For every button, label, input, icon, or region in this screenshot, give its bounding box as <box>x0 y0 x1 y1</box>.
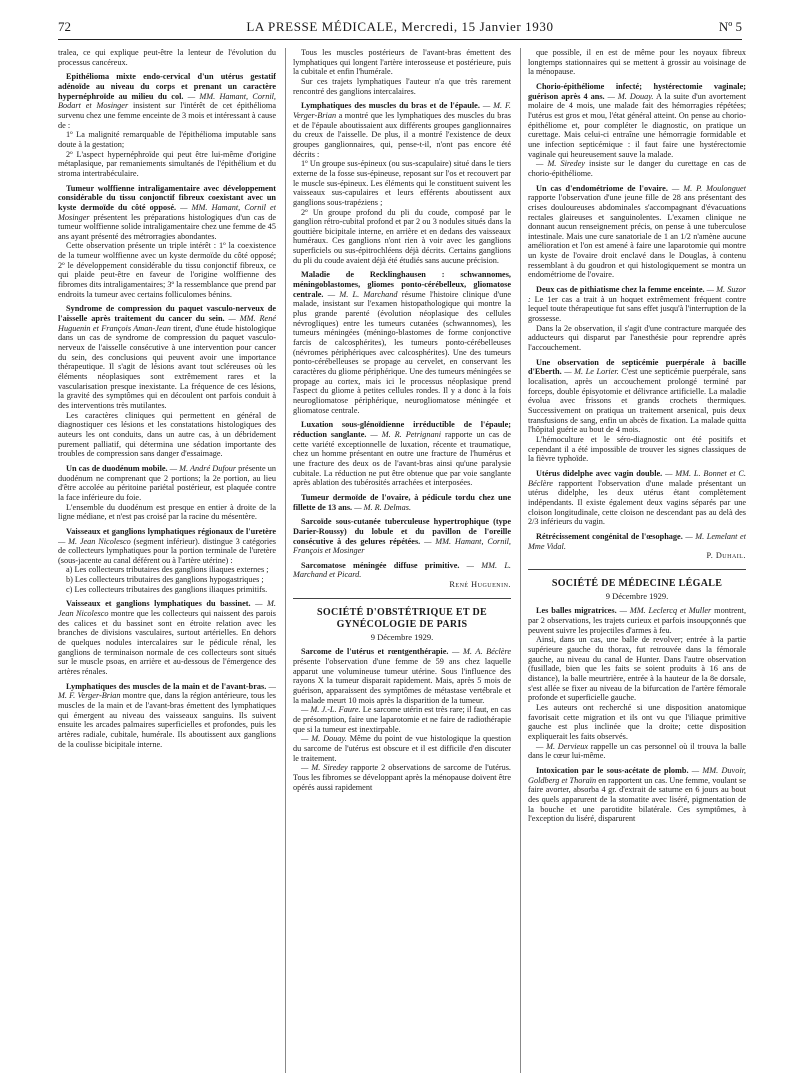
author-names: — MM. L. Marchand et Picard. <box>293 560 511 580</box>
paragraph-text: tralea, ce qui explique peut-être la lenteur de l'évolution du processus cancéreux. <box>58 48 276 67</box>
communication-paragraph <box>58 184 276 242</box>
communication-title: Lymphatiques des muscles de la main et de l'avant-bras. <box>66 681 267 691</box>
communication-title: Vaisseaux et ganglions lymphatiques du bassinet. <box>66 599 251 609</box>
author-names: — M. J.-L. Faure. <box>301 705 361 715</box>
body-paragraph <box>58 575 276 585</box>
column-3 <box>528 48 746 1073</box>
paragraph-text: Ainsi, dans un cas, une balle de revolver; entrée à la partie supérieure gauche du thorax, fut retrouvée dans la fémorale gauche, au niveau du canal de Hunter. Dans l'autre observation (fusillade, bien que les faits se soient produits à 16 ans de distance), la balle meurtrière, entrée à la hauteur de la 8e dorsale, s'est allée se fixer au niveau de la bifurcation de l'artère fémorale profonde et superficielle gauche. <box>528 635 746 703</box>
communication-title: Tumeur wolffienne intraligamentaire avec développement considérable du tissu conjonctif fibreux coexistant avec un kyste dermoïde du côté opposé. <box>58 183 276 212</box>
report-signature <box>528 551 746 561</box>
author-names: — M. Douay. <box>604 91 654 101</box>
author-names: — M. R. Delmas. <box>352 502 412 512</box>
issue-number: Nº 5 <box>718 19 742 34</box>
author-names: — M. Douay. <box>301 734 347 744</box>
body-paragraph <box>293 159 511 207</box>
society-heading: SOCIÉTÉ DE MÉDECINE LÉGALE <box>551 577 723 589</box>
communication-paragraph <box>528 469 746 527</box>
body-paragraph <box>528 635 746 703</box>
paragraph-text: présente l'observation d'une femme de 59 ans chez laquelle apparut une volumineuse tumeur utérine. Sous l'influence des rayons X la tumeur disparait rapidement. Mais, après 5 mois de guérison, apparaissent des symptômes de métastase vertébrale et la malade meurt 10 mois après la disparition de la tumeur. <box>293 657 511 705</box>
body-paragraph <box>58 48 276 67</box>
page-header <box>58 19 742 40</box>
paragraph-text: distingue 3 catégories de collecteurs lymphatiques pour la portion terminale de l'uretère (sous-jacente au canal déférent ou à l'artère utérine) : <box>58 536 276 565</box>
author-names: — MM. Hamant, Cornil, Bodart et Mosinger <box>58 91 276 111</box>
paragraph-text: (segment inférieur). <box>130 536 200 546</box>
paragraph-text: L'ensemble du duodénum est presque en entier à droite de la ligne médiane, et n'est pas croisé par la racine du mésentère. <box>58 502 276 522</box>
paragraph-text: Les caractères cliniques qui permettent en général de diagnostiquer ces lésions et les constatations histologiques des auteurs les ont conduits, dans un autre cas, à un débridement purement palliatif, qui détermina une sédation importante des troubles de compression sans danger d'essaimage. <box>58 410 276 459</box>
paragraph-text: 2º L'aspect hypernéphroïde qui peut être lui-même d'origine métaplasique, par remaniements simultanés de l'épithélium et du stroma intertrabéculaire. <box>58 149 276 178</box>
author-names: — M. Siredey <box>536 159 585 169</box>
body-paragraph <box>528 324 746 353</box>
communication-paragraph <box>58 72 276 130</box>
communication-paragraph <box>528 82 746 159</box>
body-paragraph <box>528 742 746 761</box>
paragraph-text: rapporte un cas de cette variété exceptionnelle de luxation, récente et traumatique, chez un homme présentant en outre une fracture de l'humérus et une fracture des deux os de l'avant-bras ainsi qu'une paralysie cubitale. La réduction ne put être obtenue que par voie sanglante après ablation des tubérosités arrachées et interposées. <box>293 429 511 488</box>
communication-paragraph <box>293 420 511 488</box>
paragraph-text: montre que, dans la région antérieure, tous les muscles de la main et de l'avant-bras émettent des lymphatiques qui émergent au niveau des vaisseaux sanguins. Ils suivent ensuite les arcades palmaires superficielles et profondes, puis les artères radiale, cubitale, humérale. Ils aboutissent aux ganglions de la coulisse bicipitale interne. <box>58 691 276 749</box>
paragraph-text: Le 1er cas a trait à un hoquet extrêmement fréquent contre lequel toute thérapeutique fut sans effet jusqu'à l'interruption de la grossesse. <box>528 294 746 324</box>
body-paragraph <box>528 48 746 77</box>
signature-name: René Huguenin. <box>449 580 511 590</box>
communication-title: Chorio-épithéliome infecté; hystérectomie vaginale; guérison après 4 ans. <box>528 81 746 101</box>
body-paragraph <box>293 77 511 96</box>
paragraph-text: c) Les collecteurs tributaires des ganglions iliaques primitifs. <box>66 584 268 594</box>
paragraph-text: C'est une septicémie puerpérale, sans localisation, après un accouchement prolongé terminé par forceps, double épisyotomie et délivrance artificielle. La maladie évolua avec frissons et grands crochets thermiques. Successivement on pratiqua un traitement arsenical, puis deux transfusions de sang, enfin un abcès de fixation. La malade quitta l'hôpital guérie au bout de 4 mois. <box>528 367 746 435</box>
body-paragraph <box>293 734 511 763</box>
body-paragraph <box>58 241 276 299</box>
paragraph-text: rappelle un cas personnel où il trouva la balle dans le cœur lui-même. <box>528 741 746 761</box>
communication-paragraph <box>528 184 746 281</box>
paragraph-text: Les auteurs ont recherché si une disposition anatomique favorisait cette migration et ils ont vu que l'iliaque primitive gauche est plus inclinée que la droite; cette disposition expliquerait les faits observés. <box>528 703 746 741</box>
author-names: — MM. René Huguenin et François Aman-Jean <box>58 314 276 333</box>
paragraph-text: b) Les collecteurs tributaires des ganglions hypogastriques ; <box>66 575 264 585</box>
communication-paragraph <box>293 517 511 556</box>
paragraph-text: Cette observation présente un triple intérêt : 1º la coexistence de la tumeur wolffienne avec un kyste dermoïde du côté opposé; 2º le développement considérable du tissu conjonctif fibreux, ce qui plaide peut-être en faveur de l'origine wolffienne des fibromes dits intraligamentaires; 3º la ressemblance que prend par endroits la tumeur avec certains folliculomes bénins. <box>58 241 276 299</box>
communication-title: Sarcomatose méningée diffuse primitive. <box>301 560 460 570</box>
communication-title: Epithélioma mixte endo-cervical d'un utérus gestatif adénoïde au niveau du corps et prenant un caractère hypernéphroïde au milieu du col. <box>58 72 276 101</box>
communication-paragraph <box>293 493 511 512</box>
author-names: — MM. Leclercq et Muller <box>616 606 712 616</box>
paragraph-text: a montré que les lymphatiques des muscles du bras et de l'épaule aboutissaient aux différents groupes ganglionnaires du creux de l'aisselle. De plus, il a montré l'existence de deux groupes ganglionnaires, qui, pense-t-il, n'ont pas encore été décrits : <box>293 110 511 159</box>
session-date: 9 Décembre 1929. <box>605 590 669 601</box>
communication-title: Un cas de duodénum mobile. <box>66 463 168 473</box>
communication-title: Sarcoïde sous-cutanée tuberculeuse hypertrophique (type Darier-Roussy) du lobule et du pavillon de l'oreille consécutive à des gelures répétées. <box>293 517 511 546</box>
body-paragraph <box>58 130 276 149</box>
communication-title: Une observation de septicémie puerpérale à bacille d'Eberth. <box>528 357 746 377</box>
communication-paragraph <box>293 561 511 580</box>
communication-title: Un cas d'endométriome de l'ovaire. <box>536 183 668 193</box>
paragraph-text: rapportent l'observation d'une malade présentant un utérus didelphe, les deux utérus étant complètement indépendants. Il existe également deux vagins séparés par une cloison longitudinale, cette cloison ne descendant pas au delà des 2/3 inférieurs du vagin. <box>528 478 746 527</box>
author-names: — M. Jean Nicolesco <box>58 536 131 546</box>
paragraph-text: Même du point de vue histologique la question du sarcome de l'utérus est obscure et il est difficile d'en discuter le traitement. <box>293 734 511 763</box>
author-names: — MM. L. Bonnet et C. Béclère <box>528 468 746 488</box>
session-date: 9 Décembre 1929. <box>370 631 434 642</box>
paragraph-text: Tous les muscles postérieurs de l'avant-bras émettent des lymphatiques qui longent l'artère interosseuse et postérieure, puis la cubitale et enfin l'humérale. <box>293 48 511 77</box>
author-names: — MM. Duvoir, Goldberg et Thoraïn <box>528 765 746 785</box>
communication-title: Rétrécissement congénital de l'œsophage. <box>536 531 683 541</box>
author-names: — M. Suzor : <box>528 285 746 304</box>
author-names: — M. F. Verger-Brian <box>58 681 276 701</box>
communication-title: Sarcome de l'utérus et rœntgenthérapie. <box>301 647 449 657</box>
column-2 <box>293 48 511 1073</box>
body-paragraph <box>58 585 276 595</box>
communication-paragraph <box>528 606 746 635</box>
paragraph-text: en rapportent un cas. Une femme, voulant se faire avorter, absorba 4 gr. d'extrait de saturne en 6 jours au bout des quels apparurent de la stomatite avec liséré, pigmentation de la bouche et une parotidite bilatérale. Ces symptômes, à l'exception du liséré, disparurent <box>528 775 746 824</box>
communication-title: Maladie de Recklinghausen : schwannomes, méningoblastomes, gliomes ponto-cérébelleux, gliomatose centrale. <box>293 270 511 299</box>
author-names: — M. F. Verger-Brian <box>293 101 511 120</box>
author-names: — M. André Dufour <box>167 463 237 473</box>
paragraph-text: montre que les collecteurs qui naissent des parois des calices et du bassinet sont en étroite relation avec les branches de divisions vasculaires, surtout artérielles. En dehors de quelques nodules intercalaires sur le pédicule rénal, les ganglions de terminaison normale de ces collecteurs sont situés sur le muscle psoas, en arrière et au-dessous de l'émergence des artères rénales. <box>58 609 276 677</box>
section-rule <box>528 569 746 570</box>
author-names: — M. Siredey <box>301 763 348 773</box>
communication-title: Intoxication par le sous-acétate de plomb. <box>536 765 689 775</box>
paragraph-text: rapporte 2 observations de sarcome de l'utérus. Tous les fibromes se développant après la ménopause doivent être opérés aussi rapidement <box>293 763 511 792</box>
body-paragraph <box>293 208 511 266</box>
communication-paragraph <box>58 682 276 750</box>
communication-title: Vaisseaux et ganglions lymphatiques régionaux de l'uretère <box>66 526 276 536</box>
paragraph-text: 1º La malignité remarquable de l'épithélioma imputable sans doute à la gestation; <box>58 130 276 149</box>
communication-title: Lymphatiques des muscles du bras et de l'épaule. <box>301 101 480 111</box>
communication-title: Les balles migratrices. <box>536 606 617 616</box>
author-names: — MM. Hamant, Cornil et Mosinger <box>58 202 276 222</box>
body-paragraph <box>293 763 511 792</box>
communication-paragraph <box>528 766 746 824</box>
journal-title: LA PRESSE MÉDICALE, Mercredi, 15 Janvier 1930 <box>246 19 554 34</box>
author-names: — M. R. Petrignani <box>366 429 441 439</box>
paragraph-text: rapporte l'observation d'une jeune fille de 28 ans présentant des crises douloureuses abdominales s'accompagnant d'évacuations rectales glaireuses et sanguinolentes. L'examen clinique ne donnant aucun renseignement précis, on pense à une tuberculose intestinale. Mais une cure sanatoriale de 1 an 1/2 n'amène aucune amélioration et l'on est amené à faire une laparotomie qui montre un kyste de l'ovaire droit enclavé dans le Douglas, à contenu ressemblant à du goudron et qui histologiquement se montra un endométriome de l'ovaire. <box>528 193 746 280</box>
author-names: — M. Lemelant et Mme Vidal. <box>528 531 746 551</box>
article-columns <box>58 48 746 1073</box>
author-names: — MM. Hamant, Cornil, François et Mosinger <box>293 536 511 556</box>
author-names: — M. P. Moulonguet <box>667 183 746 193</box>
signature-name: P. Duhail. <box>706 551 746 561</box>
body-paragraph <box>58 565 276 575</box>
author-names: — M. Le Lorier. <box>561 367 619 377</box>
body-paragraph <box>293 705 511 734</box>
communication-paragraph <box>528 358 746 435</box>
communication-title: Tumeur dermoïde de l'ovaire, à pédicule tordu chez une fillette de 13 ans. <box>293 492 511 512</box>
paragraph-text: 2º Un groupe profond du pli du coude, composé par le ganglion rétro-cubital profond et par 2 ou 3 nodules situés dans la gouttière bicipitale interne, en arrière et en dedans des vaisseaux huméraux. Ces ganglions n'ont rien à voir avec les ganglions superficiels ou sus-épitrochléens déjà décrits. Certains ganglions du pli du coude avaient déjà été étudiés sans aucune précision. <box>293 207 511 265</box>
author-names: — M. Jean Nicolesco <box>58 599 276 619</box>
paragraph-text: a) Les collecteurs tributaires des ganglions iliaques externes ; <box>66 565 269 575</box>
communication-title: Deux cas de pithiatisme chez la femme enceinte. <box>536 285 705 295</box>
body-paragraph <box>528 435 746 464</box>
communication-paragraph <box>293 647 511 705</box>
body-paragraph <box>58 411 276 459</box>
communication-title: Luxation sous-glénoïdienne irréductible de l'épaule; réduction sanglante. <box>293 420 511 439</box>
paragraph-text: insiste sur le danger du curettage en cas de chorio-épithéliome. <box>528 159 746 178</box>
paragraph-text: présentent les préparations histologiques d'un cas de tumeur wolffienne solide intraligamentaire chez une femme de 45 ans ayant présenté des métrorragies abondantes. <box>58 212 276 241</box>
author-names: — M. L. Marchand <box>323 289 398 299</box>
communication-title: Utérus didelphe avec vagin double. <box>536 468 663 478</box>
paragraph-text: que possible, il en est de même pour les noyaux fibreux longtemps stationnaires qui se mettent à grossir au voisinage de la ménopause. <box>528 48 746 77</box>
paragraph-text: Le sarcome utérin est très rare; il faut, en cas de présomption, faire une laparotomie et ne faire de radiothérapie que si la tumeur est inextirpable. <box>293 705 511 734</box>
communication-paragraph <box>58 304 276 410</box>
body-paragraph <box>58 150 276 179</box>
paragraph-text: insistent sur l'intérêt de cet épithélioma survenu chez une femme enceinte de 3 mois et intéressant à cause de : <box>58 101 276 130</box>
author-names: — M. Dervieux <box>536 741 588 751</box>
communication-paragraph <box>528 285 746 324</box>
paragraph-text: 1º Un groupe sus-épineux (ou sus-scapulaire) situé dans le tiers externe de la fosse sus-épineuse, reposant sur l'os et recouvert par le muscle sus-épineux. Les éléments qui le constituent suivent les vaisseaux sus-capulaires et leurs efférents aboutissent aux ganglions sous-trapéziens ; <box>293 159 511 207</box>
paragraph-text: présente un duodénum ne comprenant que 2 portions; la 2e portion, au lieu d'être accolée au péritoine pariétal postérieur, est plaquée contre la face inférieure du foie. <box>58 463 276 502</box>
communication-paragraph <box>293 101 511 159</box>
paragraph-text: Dans la 2e observation, il s'agit d'une contracture marquée des adducteurs qui disparut par l'anesthésie pour reprendre après l'accouchement. <box>528 323 746 353</box>
paragraph-text: Sur ces trajets lymphatiques l'auteur n'a que très rarement rencontré des ganglions intercalaires. <box>293 76 511 96</box>
author-names: — M. A. Béclère <box>448 647 511 657</box>
paragraph-text: L'hémoculture et le séro-diagnostic ont été positifs et cependant il a été impossible de trouver les signes classiques de la fièvre typhoïde. <box>528 434 746 464</box>
column-1 <box>58 48 276 1073</box>
society-heading: SOCIÉTÉ D'OBSTÉTRIQUE ET DE GYNÉCOLOGIE DE PARIS <box>317 606 487 630</box>
communication-paragraph <box>58 464 276 503</box>
report-signature <box>293 580 511 590</box>
communication-paragraph <box>58 599 276 676</box>
communication-paragraph <box>528 532 746 551</box>
section-rule <box>293 598 511 599</box>
communication-title: Syndrome de compression du paquet vasculo-nerveux de l'aisselle après traitement du cancer du sein. <box>58 304 276 324</box>
page-number: 72 <box>58 19 71 34</box>
paragraph-text: montrent, par 2 observations, les trajets curieux et parfois insoupçonnés que peuvent suivre les projectiles d'armes à feu. <box>528 606 746 635</box>
communication-paragraph <box>58 527 276 566</box>
paragraph-text: A la suite d'un avortement molaire de 4 mois, une malade fait des hémorragies répétées; l'utérus est gros et mou, l'état général atteint. On pense au chorio-épithéliome et, pour compléter le diagnostic, on pratique un curettage. Mais celui-ci entraîne une hémorragie formidable et une infection septicémique : il faut faire une hystérectomie vaginale qui heureusement sauve la malade. <box>528 91 746 159</box>
communication-paragraph <box>293 270 511 415</box>
body-paragraph <box>528 159 746 178</box>
paragraph-text: tirent, d'une étude histologique dans un cas de syndrome de compression du paquet vasculo-nerveux de l'aisselle consécutive à une intervention pour cancer du sein, des conclusions qui peuvent avoir une importance thérapeutique. Il s'agit de lésions avant tout scléreuses où les éléments néoplasiques sont extrêmement rares et la vascularisation presque inexistante. La fréquence de ces lésions, la gravité des symptômes qui en découlent ont parfois conduit à des interventions très mutilantes. <box>58 323 276 410</box>
body-paragraph <box>58 503 276 522</box>
body-paragraph <box>293 48 511 77</box>
paragraph-text: résume l'histoire clinique d'une malade, insistant sur l'examen histopathologique qui montre la plus grande parenté (évolution néoplasique des cellules névrogliques) entre les tumeurs cutanées (schwannomes), les tumeurs méningées (méningo-blastomes de forme conjonctive farcis de calcosphérites), les tumeurs ponto-cérébelleuses (névromes périphériques avec calcosphérites). Une des tumeurs ponto-cérébelleuses se propage au cervelet, en conservant les caractères du gliome périphérique. Une des tumeurs méningées se propage au cortex, mais ici le processus néoplasique prend l'aspect du gliome à petites cellules rondes. Il y a donc à la fois neurogliomatose périphérique, neurogliomatose méningée et gliomatose centrale. <box>293 289 511 415</box>
body-paragraph <box>528 703 746 742</box>
